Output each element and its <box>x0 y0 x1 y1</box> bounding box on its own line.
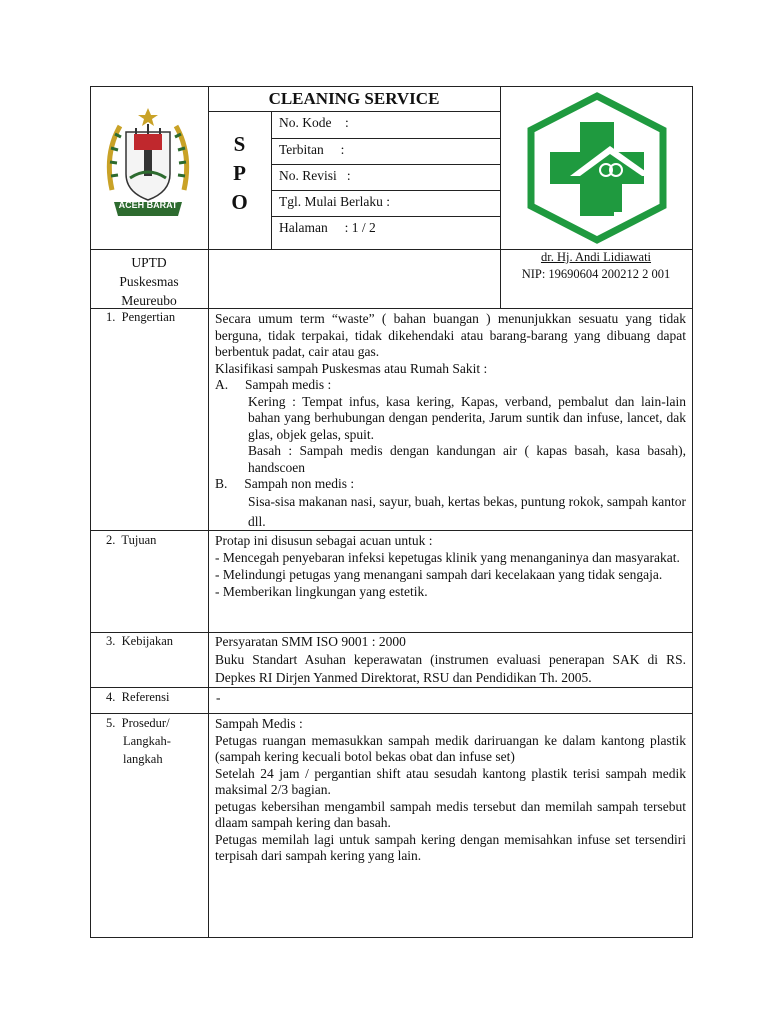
aceh-barat-emblem-icon <box>100 104 196 230</box>
prosedur-step: Petugas memilah lagi untuk sampah kering dengan memisahkan infuse set tersendiri terpisah dari sampah kering yang lain. <box>215 831 686 863</box>
label-prosedur <box>106 714 171 768</box>
sampah-non-medis-heading: B. Sampah non medis : <box>215 476 355 491</box>
field-tgl-mulai: Tgl. Mulai Berlaku : <box>279 194 390 209</box>
label-tujuan: 2. Tujuan <box>106 533 157 547</box>
tujuan-intro: Protap ini disusun sebagai acuan untuk : <box>215 533 433 548</box>
sampah-medis-basah: Basah : Sampah medis dengan kandungan air ( kapas basah, kasa basah), handscoen <box>248 443 686 475</box>
tujuan-content <box>215 532 686 600</box>
prosedur-step: Setelah 24 jam / pergantian shift atau sesudah kantong plastik terisi sampah medik maksimal 2/3 bagian. <box>215 765 686 797</box>
spo-letter-p: P <box>233 161 246 185</box>
label-referensi: 4. Referensi <box>106 690 170 704</box>
label-prosedur-line: 5. Prosedur/ <box>106 716 170 730</box>
kebijakan-content <box>215 633 686 687</box>
puskesmas-logo <box>524 92 670 244</box>
tujuan-item: - Memberikan lingkungan yang estetik. <box>215 584 428 599</box>
kebijakan-line: Buku Standart Asuhan keperawatan (instrumen evaluasi penerapan SAK di RS. Depkes RI Dirjen Yanmed Direktorat, RSU dan Pendidikan Th. 2005. <box>215 652 686 685</box>
prosedur-step: Petugas ruangan memasukkan sampah medik dariruangan ke dalam kantong plastik (sampah kering kecuali botol bekas obat dan infuse set) <box>215 732 686 764</box>
puskesmas-emblem-icon <box>524 92 670 244</box>
logo-caption: ACEH BARAT <box>118 200 178 210</box>
org-line-puskesmas: Puskesmas <box>119 274 179 289</box>
prosedur-content <box>215 716 686 865</box>
org-name <box>90 253 208 310</box>
label-prosedur-line: langkah <box>123 752 163 766</box>
pengertian-klasifikasi: Klasifikasi sampah Puskesmas atau Rumah Sakit : <box>215 360 488 376</box>
document-title: CLEANING SERVICE <box>268 89 440 108</box>
pengertian-content <box>215 311 686 532</box>
sampah-medis-kering: Kering : Tempat infus, kasa kering, Kapas, verband, pembalut dan lain-lain bahan yang berhubungan dengan penderita, Jarum suntik dan infuse, lancet, dak glas, objek gelas, spuit. <box>248 393 686 442</box>
tujuan-item: - Mencegah penyebaran infeksi kepetugas klinik yang menanganinya dan masyarakat. <box>215 550 680 565</box>
signer-nip: NIP: 19690604 200212 2 001 <box>521 267 671 281</box>
signer-block <box>500 249 692 283</box>
prosedur-step: petugas kebersihan mengambil sampah medis tersebut dan memilah sampah tersebut dlaam sampah kering dan basah. <box>215 798 686 830</box>
field-terbitan: Terbitan : <box>279 142 345 157</box>
kebijakan-line: Persyaratan SMM ISO 9001 : 2000 <box>215 634 406 649</box>
signer-name: dr. Hj. Andi Lidiawati <box>540 250 652 264</box>
prosedur-heading: Sampah Medis : <box>215 716 303 731</box>
aceh-barat-logo <box>100 104 196 230</box>
org-line-meureubo: Meureubo <box>121 293 177 308</box>
referensi-content: - <box>216 690 221 705</box>
spo-label <box>208 130 271 217</box>
field-no-kode: No. Kode : <box>279 115 349 130</box>
sampah-medis-heading: A. Sampah medis : <box>215 377 332 392</box>
label-kebijakan: 3. Kebijakan <box>106 634 173 648</box>
label-pengertian: 1. Pengertian <box>106 310 176 324</box>
label-prosedur-line: Langkah- <box>123 734 171 748</box>
field-no-revisi: No. Revisi : <box>279 168 351 183</box>
org-line-uptd: UPTD <box>131 255 167 270</box>
spo-letter-o: O <box>231 190 248 214</box>
tujuan-item: - Melindungi petugas yang menangani sampah dari kecelakaan yang tidak sengaja. <box>215 567 663 582</box>
sampah-non-medis-text: Sisa-sisa makanan nasi, sayur, buah, kertas bekas, puntung rokok, sampah kantor dll. <box>248 493 686 529</box>
pengertian-paragraph: Secara umum term “waste” ( bahan buangan ) menunjukkan sesuatu yang tidak berguna, tidak terpakai, tidak dikehendaki atau barang-barang yang dibuang dapat berbentuk padat, cair atau gas. <box>215 311 686 359</box>
spo-letter-s: S <box>233 132 246 156</box>
field-halaman: Halaman : 1 / 2 <box>279 220 376 235</box>
